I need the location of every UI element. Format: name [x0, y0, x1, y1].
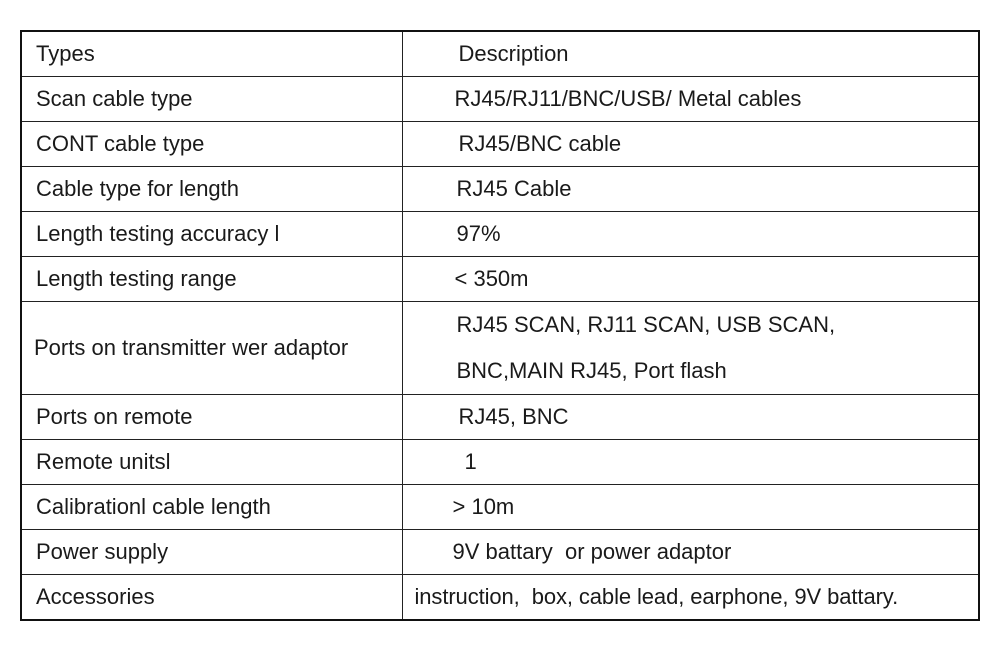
row-type: CONT cable type [21, 122, 402, 167]
table-row [21, 257, 979, 302]
spec-table [20, 30, 980, 621]
row-description [402, 302, 979, 395]
row-description: 9V battary or power adaptor [402, 530, 979, 575]
table-row [21, 122, 979, 167]
row-description: RJ45/BNC cable [402, 122, 979, 167]
row-description: > 10m [402, 485, 979, 530]
table-row [21, 167, 979, 212]
row-description: RJ45/RJ11/BNC/USB/ Metal cables [402, 77, 979, 122]
row-type: Ports on transmitter wer adaptor [21, 302, 402, 395]
table-row [21, 440, 979, 485]
table-row [21, 302, 979, 395]
row-type: Ports on remote [21, 395, 402, 440]
row-type: Calibrationl cable length [21, 485, 402, 530]
row-type: Scan cable type [21, 77, 402, 122]
table-header-row [21, 31, 979, 77]
table-row [21, 212, 979, 257]
row-description: RJ45, BNC [402, 395, 979, 440]
row-description: 1 [402, 440, 979, 485]
row-description: instruction, box, cable lead, earphone, 9V battary. [402, 575, 979, 621]
row-description: 97% [402, 212, 979, 257]
header-description: Description [402, 31, 979, 77]
table-row [21, 485, 979, 530]
header-types: Types [21, 31, 402, 77]
row-type: Remote unitsl [21, 440, 402, 485]
table-row [21, 395, 979, 440]
row-type: Cable type for length [21, 167, 402, 212]
row-type: Power supply [21, 530, 402, 575]
row-description: < 350m [402, 257, 979, 302]
description-line: BNC,MAIN RJ45, Port flash [456, 358, 727, 383]
row-description: RJ45 Cable [402, 167, 979, 212]
table-row [21, 77, 979, 122]
row-type: Length testing accuracy l [21, 212, 402, 257]
row-type: Accessories [21, 575, 402, 621]
table-row [21, 530, 979, 575]
row-type: Length testing range [21, 257, 402, 302]
table-row [21, 575, 979, 621]
description-line: RJ45 SCAN, RJ11 SCAN, USB SCAN, [456, 312, 836, 337]
